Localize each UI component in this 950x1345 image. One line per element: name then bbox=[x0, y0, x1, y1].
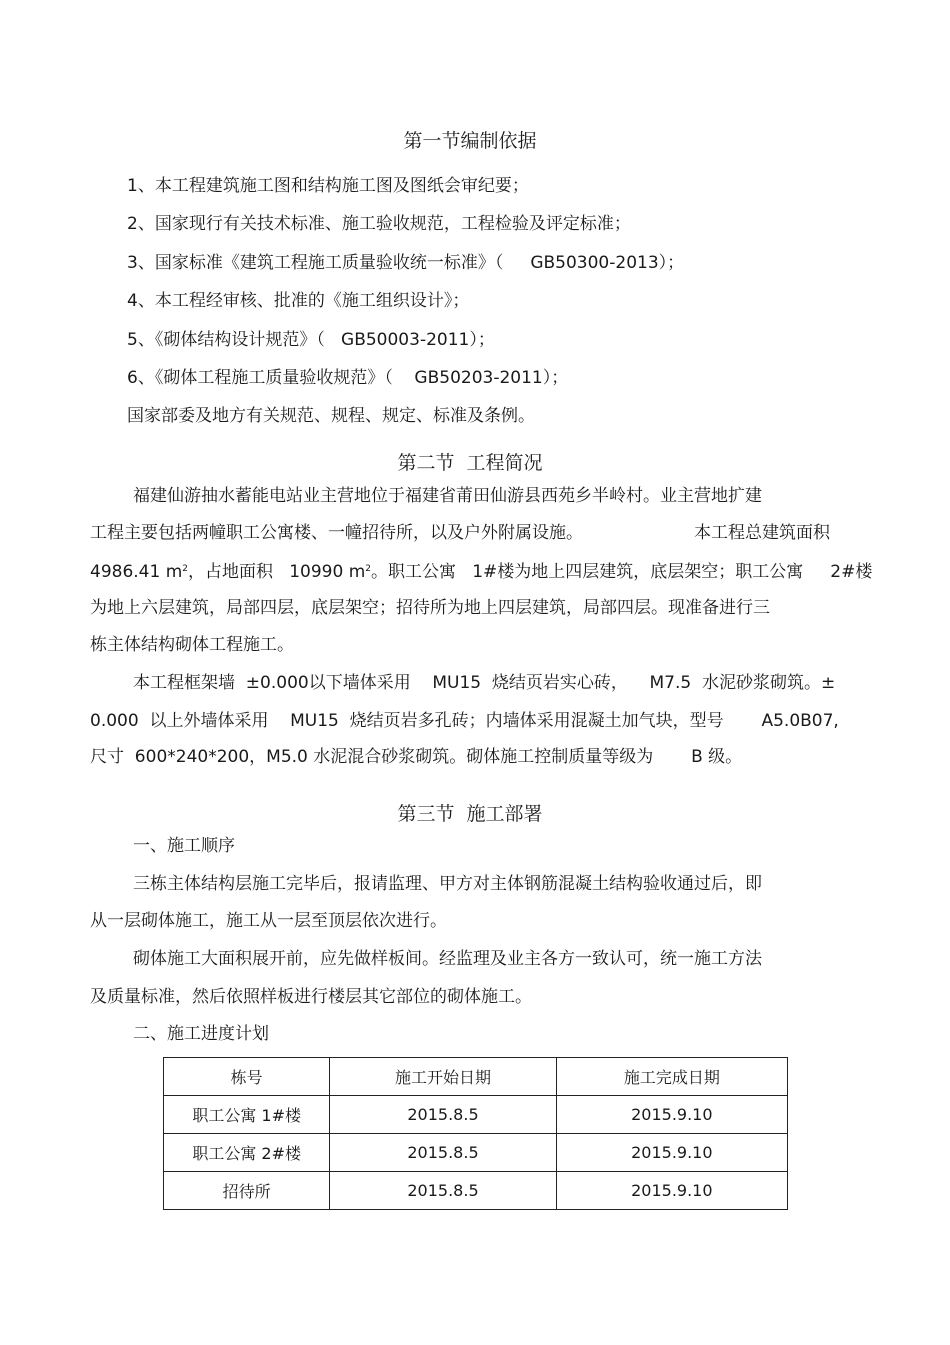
end-date-cell: 2015.9.10 bbox=[556, 1096, 787, 1134]
total-area-text: 4986.41 m bbox=[90, 562, 183, 582]
start-date-cell: 2015.8.5 bbox=[330, 1172, 556, 1210]
table-header-row bbox=[164, 1058, 788, 1096]
wall-spec-line-3: 尺寸 600*240*200，M5.0 水泥混合砂浆砌筑。砌体施工控制质量等级为 B 级。 bbox=[90, 747, 743, 767]
section2-title: 第二节 工程简况 bbox=[397, 452, 543, 474]
end-date-cell: 2015.9.10 bbox=[556, 1172, 787, 1210]
column-header-start-date: 施工开始日期 bbox=[330, 1058, 556, 1096]
overview-line-3 bbox=[90, 560, 872, 584]
area-unit-superscript: 2 bbox=[182, 564, 188, 574]
basis-item-6: 6、《砌体工程施工质量验收规范》（ GB50203-2011）； bbox=[127, 368, 569, 388]
basis-item-4: 4、本工程经审核、批准的《施工组织设计》； bbox=[127, 291, 470, 311]
basis-item-5: 5、《砌体结构设计规范》（ GB50003-2011）； bbox=[127, 330, 495, 350]
subheading-sequence: 一、施工顺序 bbox=[133, 836, 235, 856]
building-cell: 职工公寓 1#楼 bbox=[164, 1096, 330, 1134]
site-area-text: ，占地面积 10990 m bbox=[188, 562, 366, 582]
sample-room-line-1: 砌体施工大面积展开前，应先做样板间。经监理及业主各方一致认可，统一施工方法 bbox=[133, 949, 762, 969]
section1-title: 第一节编制依据 bbox=[403, 130, 537, 152]
overview-line-2b: 本工程总建筑面积 bbox=[694, 523, 830, 543]
basis-item-7: 国家部委及地方有关规范、规程、规定、标准及条例。 bbox=[127, 406, 535, 426]
overview-line-2a: 工程主要包括两幢职工公寓楼、一幢招待所，以及户外附属设施。 bbox=[90, 523, 583, 543]
overview-line-1: 福建仙游抽水蓄能电站业主营地位于福建省莆田仙游县西苑乡半岭村。业主营地扩建 bbox=[133, 486, 762, 506]
sample-room-line-2: 及质量标准，然后依照样板进行楼层其它部位的砌体施工。 bbox=[90, 987, 532, 1007]
sequence-line-2: 从一层砌体施工，施工从一层至顶层依次进行。 bbox=[90, 911, 447, 931]
overview-line-4: 为地上六层建筑，局部四层，底层架空；招待所为地上四层建筑，局部四层。现准备进行三 bbox=[90, 598, 770, 618]
wall-spec-line-2: 0.000 以上外墙体采用 MU15 烧结页岩多孔砖；内墙体采用混凝土加气块，型号 A5.0B07, bbox=[90, 711, 839, 731]
sequence-line-1: 三栋主体结构层施工完毕后，报请监理、甲方对主体钢筋混凝土结构验收通过后，即 bbox=[133, 874, 762, 894]
building-cell: 招待所 bbox=[164, 1172, 330, 1210]
area-unit-superscript: 2 bbox=[365, 564, 371, 574]
column-header-end-date: 施工完成日期 bbox=[556, 1058, 787, 1096]
building-cell: 职工公寓 2#楼 bbox=[164, 1134, 330, 1172]
basis-item-1: 1、本工程建筑施工图和结构施工图及图纸会审纪要； bbox=[127, 176, 529, 196]
column-header-building: 栋号 bbox=[164, 1058, 330, 1096]
basis-item-2: 2、国家现行有关技术标准、施工验收规范，工程检验及评定标准； bbox=[127, 214, 631, 234]
table-row bbox=[164, 1096, 788, 1134]
overview-line-5: 栋主体结构砌体工程施工。 bbox=[90, 635, 294, 655]
wall-spec-line-1: 本工程框架墙 ±0.000以下墙体采用 MU15 烧结页岩实心砖， M7.5 水泥砂浆砌筑。± bbox=[133, 673, 836, 693]
start-date-cell: 2015.8.5 bbox=[330, 1134, 556, 1172]
basis-item-3: 3、国家标准《建筑工程施工质量验收统一标准》（ GB50300-2013）； bbox=[127, 253, 685, 273]
end-date-cell: 2015.9.10 bbox=[556, 1134, 787, 1172]
table-row bbox=[164, 1172, 788, 1210]
section3-title: 第三节 施工部署 bbox=[397, 803, 543, 825]
schedule-table bbox=[163, 1057, 788, 1210]
table-row bbox=[164, 1134, 788, 1172]
subheading-schedule: 二、施工进度计划 bbox=[133, 1024, 269, 1044]
start-date-cell: 2015.8.5 bbox=[330, 1096, 556, 1134]
apartment-desc-text: 。职工公寓 1#楼为地上四层建筑，底层架空；职工公寓 2#楼 bbox=[371, 562, 873, 582]
